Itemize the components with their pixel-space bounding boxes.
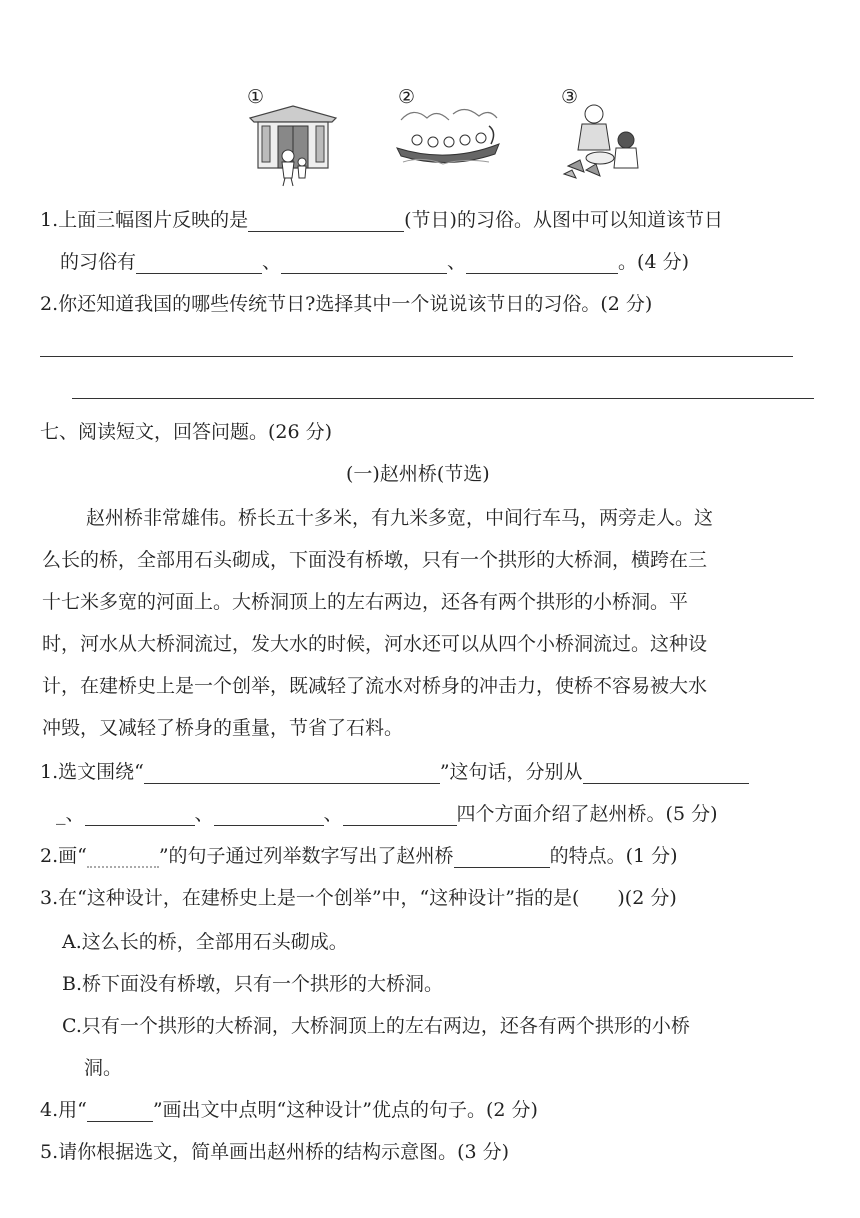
passage-title: (一)赵州桥(节选) (346, 463, 490, 485)
reading-question-2-text: 的特点。(1 分) (549, 845, 678, 867)
reading-question-1-text: ”这句话，分别从 (439, 761, 583, 783)
answer-line-2[interactable] (72, 398, 814, 399)
passage-line: 冲毁，又减轻了桥身的重量，节省了石料。 (42, 717, 404, 739)
picture-gate-couplets (248, 96, 338, 188)
reading-question-1-text: 四个方面介绍了赵州桥。(5 分) (456, 803, 718, 825)
passage-line: 十七米多宽的河面上。大桥洞顶上的左右两边，还各有两个拱形的小桥洞。平 (42, 591, 689, 613)
picture-making-zongzi (560, 100, 644, 180)
reading-question-4 (40, 1098, 538, 1122)
wavy-underline-sample (87, 846, 159, 868)
picture-number-1: ① (247, 86, 265, 108)
reading-question-4-text: 4.用“ (40, 1099, 87, 1121)
reading-question-1-text: 1.选文围绕“ (40, 761, 144, 783)
picture-number-2: ② (398, 86, 416, 108)
question-2: 2.你还知道我国的哪些传统节日?选择其中一个说说该节日的习俗。(2 分) (40, 293, 653, 315)
question-1-text: 的习俗有 (60, 251, 137, 273)
option-b[interactable]: B.桥下面没有桥墩，只有一个拱形的大桥洞。 (62, 973, 444, 995)
picture-number-3: ③ (561, 86, 579, 108)
festival-answer-blank[interactable] (248, 211, 404, 232)
reading-question-2-text: ”的句子通过列举数字写出了赵州桥 (158, 845, 454, 867)
option-c-continued: 洞。 (84, 1057, 123, 1079)
question-1-text: 。(4 分) (618, 251, 690, 273)
custom-answer-blank-3[interactable] (466, 253, 618, 274)
answer-line-1[interactable] (40, 356, 793, 357)
question-1-text: (节日)的习俗。从图中可以知道该节日 (404, 209, 723, 231)
straight-underline-sample (87, 1101, 153, 1122)
option-c[interactable]: C.只有一个拱形的大桥洞，大桥洞顶上的左右两边，还各有两个拱形的小桥 (62, 1015, 690, 1037)
aspect-answer-blank-4[interactable] (343, 805, 457, 826)
reading-question-1-line-2 (56, 802, 718, 826)
reading-question-5: 5.请你根据选文，简单画出赵州桥的结构示意图。(3 分) (40, 1141, 510, 1163)
aspect-answer-blank-1[interactable] (583, 763, 749, 784)
reading-question-2 (40, 844, 678, 868)
separator: 、 (323, 803, 343, 825)
reading-question-1-line-1 (40, 760, 749, 784)
passage-line: 赵州桥非常雄伟。桥长五十多米，有九米多宽，中间行车马，两旁走人。这 (86, 507, 714, 529)
passage-line: 时，河水从大桥洞流过，发大水的时候，河水还可以从四个小桥洞流过。这种设 (42, 633, 708, 655)
custom-answer-blank-2[interactable] (281, 253, 447, 274)
aspect-answer-blank-2[interactable] (85, 805, 195, 826)
reading-question-4-text: ”画出文中点明“这种设计”优点的句子。(2 分) (152, 1099, 538, 1121)
separator: 、 (262, 251, 282, 273)
custom-answer-blank-1[interactable] (136, 253, 262, 274)
question-1-text: 1.上面三幅图片反映的是 (40, 209, 249, 231)
option-a[interactable]: A.这么长的桥，全部用石头砌成。 (62, 931, 348, 953)
reading-question-2-text: 2.画“ (40, 845, 87, 867)
passage-line: 计，在建桥史上是一个创举，既减轻了流水对桥身的冲击力，使桥不容易被大水 (42, 675, 708, 697)
picture-dragon-boat (393, 104, 503, 170)
sentence-answer-blank[interactable] (144, 763, 440, 784)
question-1-line-2 (60, 250, 689, 274)
reading-question-3: 3.在“这种设计，在建桥史上是一个创举”中，“这种设计”指的是( )(2 分) (40, 887, 677, 909)
separator: 、 (194, 803, 214, 825)
section-heading: 七、阅读短文，回答问题。(26 分) (40, 421, 333, 443)
aspect-answer-blank-3[interactable] (214, 805, 324, 826)
feature-answer-blank[interactable] (454, 847, 550, 868)
passage-line: 么长的桥，全部用石头砌成，下面没有桥墩，只有一个拱形的大桥洞，横跨在三 (42, 549, 708, 571)
question-1-line-1 (40, 208, 723, 232)
reading-question-1-text: _、 (56, 803, 85, 825)
separator: 、 (447, 251, 467, 273)
